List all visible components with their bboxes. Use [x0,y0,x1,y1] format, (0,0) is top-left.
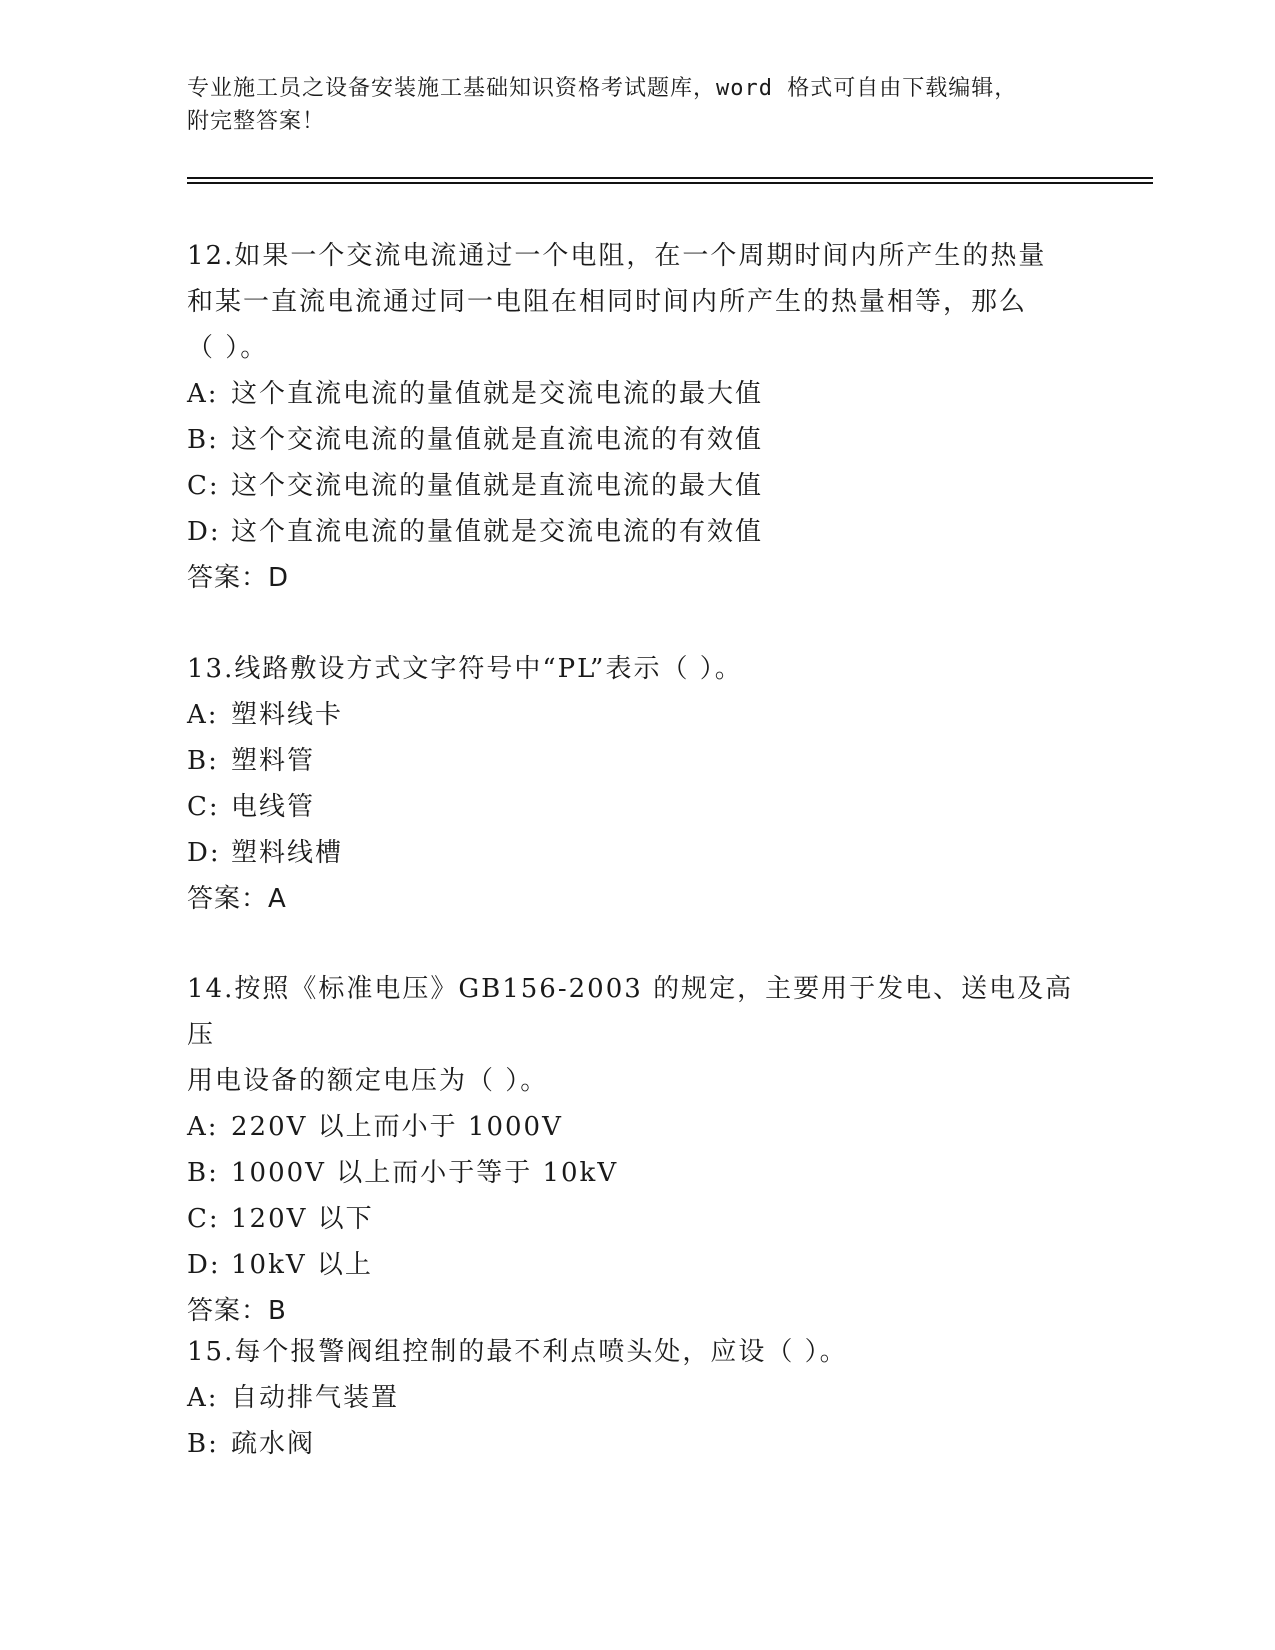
option-c [187,463,1087,509]
option-c [187,1196,1087,1242]
option-letter: B: [187,1429,219,1459]
question-stem [187,233,1087,371]
option-letter: C: [187,1204,220,1234]
stem-line: 用电设备的额定电压为（ ）。 [187,1066,549,1096]
answer-line: 答案：D [187,563,290,593]
option-text: 塑料线卡 [231,700,344,730]
option-text: 1000V 以上而小于等于 10kV [231,1158,619,1188]
question-12 [187,233,1087,601]
stem-line: 15.每个报警阀组控制的最不利点喷头处，应设（ ）。 [187,1337,848,1367]
header-divider-top [187,177,1153,179]
stem-line: （ ）。 [187,333,269,363]
question-14 [187,966,1087,1334]
option-a [187,1104,1087,1150]
stem-line: 12.如果一个交流电流通过一个电阻，在一个周期时间内所产生的热量 [187,241,1047,271]
option-b [187,738,1087,784]
document-header [187,72,1067,138]
option-text: 220V 以上而小于 1000V [231,1112,563,1142]
option-text: 10kV 以上 [231,1250,373,1280]
answer-line: 答案：A [187,884,287,914]
option-a [187,371,1087,417]
option-d [187,830,1087,876]
option-letter: A: [187,379,219,409]
option-letter: C: [187,471,220,501]
option-text: 这个交流电流的量值就是直流电流的有效值 [231,425,764,455]
stem-line: 13.线路敷设方式文字符号中“PL”表示（ ）。 [187,654,743,684]
stem-line: 14.按照《标准电压》GB156-2003 的规定，主要用于发电、送电及高压 [187,974,1074,1050]
option-letter: B: [187,746,219,776]
question-stem [187,646,1087,692]
option-text: 塑料线槽 [231,838,344,868]
option-letter: A: [187,700,219,730]
option-text: 自动排气装置 [231,1383,400,1413]
stem-line: 和某一直流电流通过同一电阻在相同时间内所产生的热量相等，那么 [187,287,1028,317]
option-letter: A: [187,1383,219,1413]
answer-line: 答案：B [187,1296,287,1326]
option-b [187,417,1087,463]
option-text: 这个直流电流的量值就是交流电流的最大值 [231,379,764,409]
question-13 [187,646,1087,922]
option-c [187,784,1087,830]
option-text: 这个直流电流的量值就是交流电流的有效值 [231,517,764,547]
option-letter: B: [187,425,219,455]
option-b [187,1150,1087,1196]
option-letter: A: [187,1112,219,1142]
header-line-1: 专业施工员之设备安装施工基础知识资格考试题库，word 格式可自由下载编辑， [187,76,1018,101]
option-letter: B: [187,1158,219,1188]
option-text: 这个交流电流的量值就是直流电流的最大值 [231,471,764,501]
option-letter: D: [187,838,221,868]
option-text: 电线管 [231,792,316,822]
option-d [187,509,1087,555]
option-text: 120V 以下 [231,1204,374,1234]
option-b [187,1421,1087,1467]
option-d [187,1242,1087,1288]
question-stem [187,966,1087,1104]
option-text: 疏水阀 [231,1429,316,1459]
option-letter: D: [187,1250,221,1280]
option-letter: D: [187,517,221,547]
option-a [187,692,1087,738]
option-text: 塑料管 [231,746,316,776]
option-letter: C: [187,792,220,822]
header-line-2: 附完整答案！ [187,109,326,134]
option-a [187,1375,1087,1421]
question-stem [187,1329,1087,1375]
question-15 [187,1329,1087,1467]
header-divider-bottom [187,182,1153,184]
